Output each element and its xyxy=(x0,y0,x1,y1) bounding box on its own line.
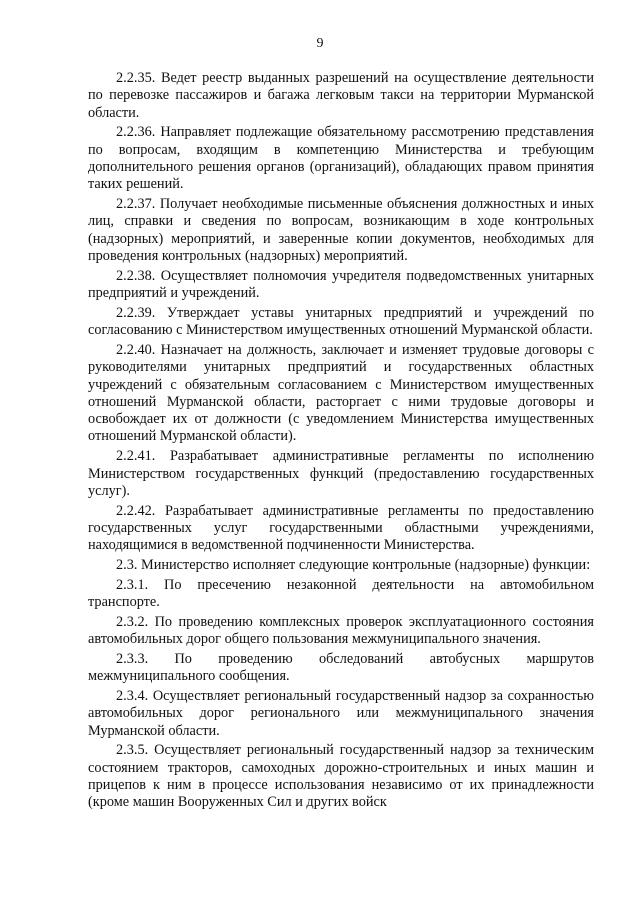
page-number: 9 xyxy=(316,36,324,51)
paragraph-2-3-5: 2.3.5. Осуществляет региональный государственный надзор за техническим состоянием тракторов, самоходных дорожно-строительных и иных машин и прицепов к ним в процессе использования независимо от их принадлежности (кроме машин Вооруженных Сил и других войск xyxy=(88,742,594,811)
paragraph-2-2-41: 2.2.41. Разрабатывает административные регламенты по исполнению Министерством государственных функций (предоставлению государственных услуг). xyxy=(88,448,594,499)
paragraph-2-3: 2.3. Министерство исполняет следующие контрольные (надзорные) функции: xyxy=(116,557,591,574)
paragraph-2-2-35: 2.2.35. Ведет реестр выданных разрешений на осуществление деятельности по перевозке пассажиров и багажа легковым такси на территории Мурманской области. xyxy=(88,70,594,121)
paragraph-2-2-39: 2.2.39. Утверждает уставы унитарных предприятий и учреждений по согласованию с Министерством имущественных отношений Мурманской области. xyxy=(88,304,594,339)
paragraph-2-3-1: 2.3.1. По пресечению незаконной деятельности на автомобильном транспорте. xyxy=(88,576,594,611)
paragraph-2-3-2: 2.3.2. По проведению комплексных проверок эксплуатационного состояния автомобильных дорог общего пользования межмуниципального значения. xyxy=(88,613,594,648)
paragraph-2-2-42: 2.2.42. Разрабатывает административные регламенты по предоставлению государственных услуг государственными областными учреждениями, находящимися в ведомственной подчиненности Министерства. xyxy=(88,502,594,554)
document-body xyxy=(88,70,594,814)
paragraph-2-2-38: 2.2.38. Осуществляет полномочия учредителя подведомственных унитарных предприятий и учреждений. xyxy=(88,267,594,302)
paragraph-2-2-37: 2.2.37. Получает необходимые письменные объяснения должностных и иных лиц, справки и сведения по вопросам, возникающим в ходе контрольных (надзорных) мероприятий, и заверенные копии документов, необходимых для проведения контрольных (надзорных) мероприятий. xyxy=(88,196,594,264)
paragraph-2-2-40: 2.2.40. Назначает на должность, заключает и изменяет трудовые договоры с руководителями унитарных предприятий и государственных областных учреждений с обязательным согласованием с Министерством имущественных отношений Мурманской области, расторгает с ними трудовые договоры и освобождает их от должности (с уведомлением Министерства имущественных отношений Мурманской области). xyxy=(88,341,594,445)
paragraph-2-3-3: 2.3.3. По проведению обследований автобусных маршрутов межмуниципального сообщения. xyxy=(88,651,594,685)
paragraph-2-3-4: 2.3.4. Осуществляет региональный государственный надзор за сохранностью автомобильных дорог регионального или межмуниципального значения Мурманской области. xyxy=(88,688,594,739)
paragraph-2-2-36: 2.2.36. Направляет подлежащие обязательному рассмотрению представления по вопросам, входящим в компетенцию Министерства и требующим дополнительного решения органов (организаций), обладающих правом принятия таких решений. xyxy=(88,124,594,193)
